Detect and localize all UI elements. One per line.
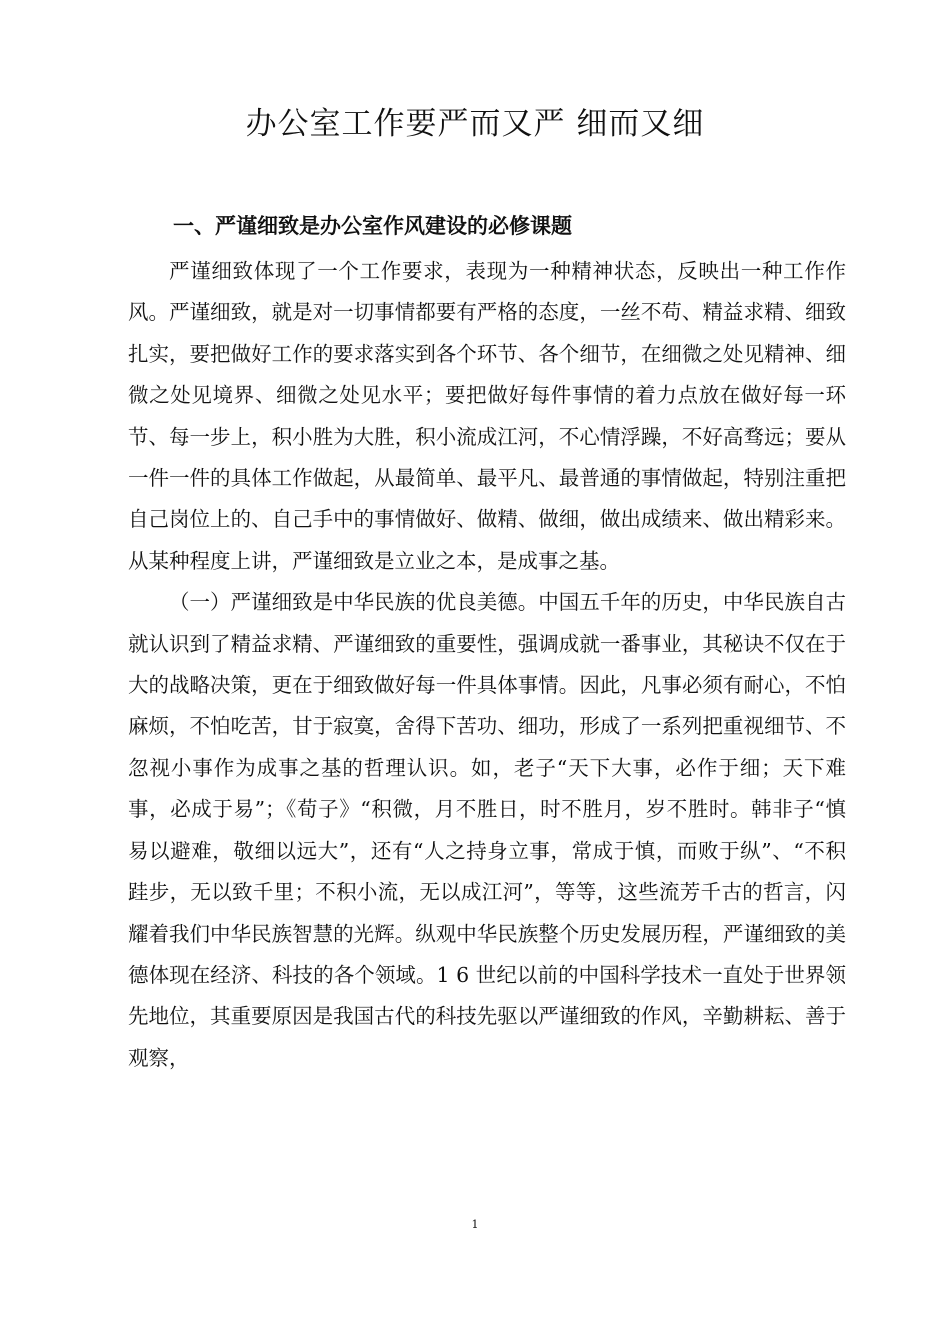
document-body	[128, 251, 846, 1079]
section-heading: 一、严谨细致是办公室作风建设的必修课题	[173, 214, 572, 238]
document-title: 办公室工作要严而又严 细而又细	[245, 106, 705, 142]
paragraph: （一）严谨细致是中华民族的优良美德。中国五千年的历史，中华民族自古就认识到了精益求精、严谨细致的重要性，强调成就一番事业，其秘诀不仅在于大的战略决策，更在于细致做好每一件具体事情。因此，凡事必须有耐心，不怕麻烦，不怕吃苦，甘于寂寞，舍得下苦功、细功，形成了一系列把重视细节、不忽视小事作为成事之基的哲理认识。如，老子“天下大事，必作于细；天下难事，必成于易”；《荀子》“积微，月不胜日，时不胜月，岁不胜时。韩非子“慎易以避难，敬细以远大”，还有“人之持身立事，常成于慎，而败于纵”、“不积跬步，无以致千里；不积小流，无以成江河”，等等，这些流芳千古的哲言，闪耀着我们中华民族智慧的光辉。纵观中华民族整个历史发展历程，严谨细致的美德体现在经济、科技的各个领域。1 6 世纪以前的中国科学技术一直处于世界领先地位，其重要原因是我国古代的科技先驱以严谨细致的作风，辛勤耕耘、善于观察，	[128, 590, 846, 1070]
paragraph: 严谨细致体现了一个工作要求，表现为一种精神状态，反映出一种工作作风。严谨细致，就是对一切事情都要有严格的态度，一丝不苟、精益求精、细致扎实，要把做好工作的要求落实到各个环节、各个细节，在细微之处见精神、细微之处见境界、细微之处见水平；要把做好每件事情的着力点放在做好每一环节、每一步上，积小胜为大胜，积小流成江河，不心情浮躁，不好高骛远；要从一件一件的具体工作做起，从最简单、最平凡、最普通的事情做起，特别注重把自己岗位上的、自己手中的事情做好、做精、做细，做出成绩来、做出精彩来。从某种程度上讲，严谨细致是立业之本，是成事之基。	[128, 259, 846, 573]
page-number: 1	[471, 1218, 479, 1231]
